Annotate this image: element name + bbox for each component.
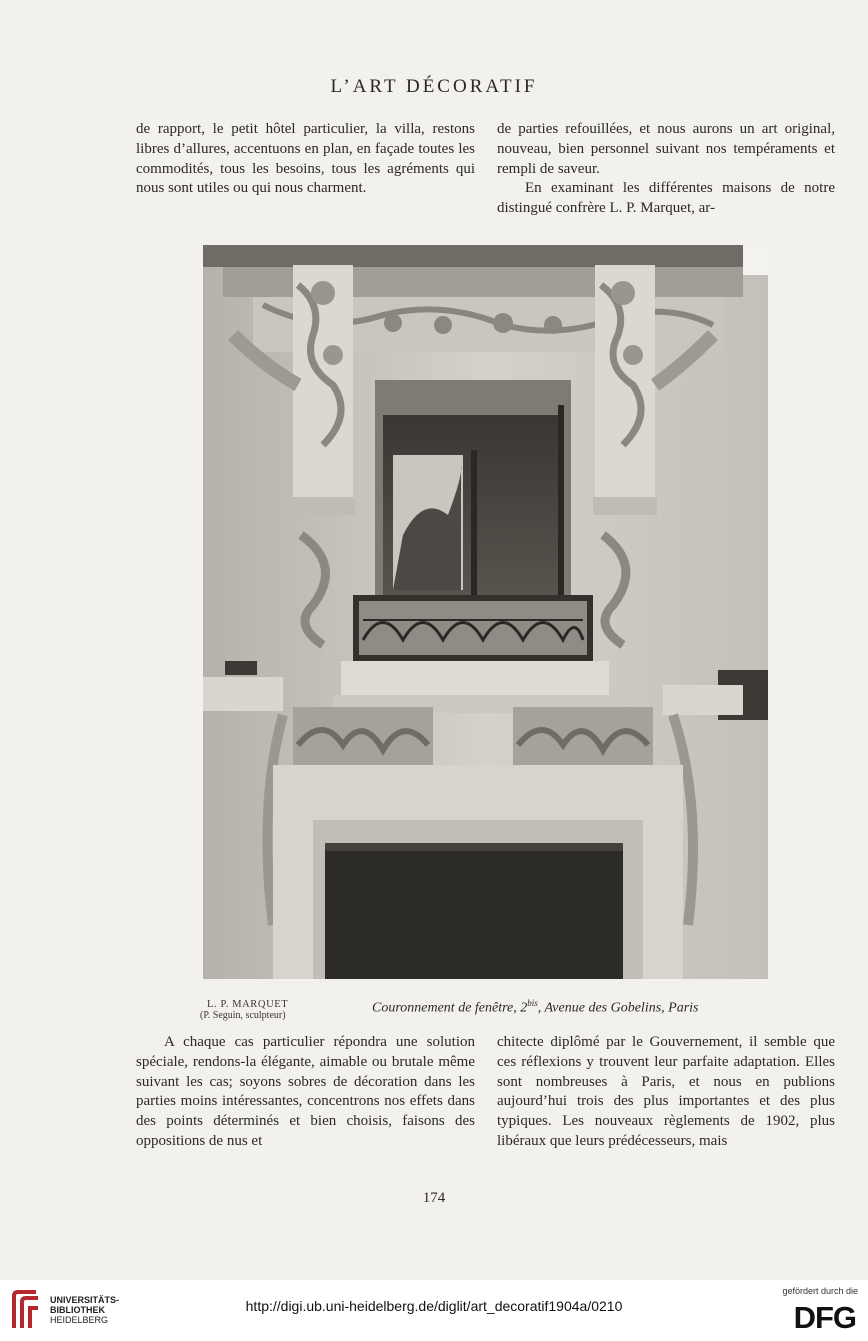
paragraph: de rapport, le petit hôtel particulier, la villa, restons libres d’allures, accentuons en plan, en façade toutes les commodités, tous les besoins, tous les agréments qui nous sont utiles ou qui nous charment. (136, 121, 475, 197)
sculptor-credit: (P. Seguin, sculpteur) (200, 1010, 286, 1021)
funding-note: gefördert durch die (782, 1286, 858, 1296)
caption-main: Couronnement de fenêtre, 2 (372, 1000, 528, 1016)
figure-caption (372, 998, 699, 1017)
caption-rest: , Avenue des Gobelins, Paris (537, 1000, 699, 1016)
bottom-left-column (136, 1033, 475, 1152)
caption-superscript: bis (527, 998, 538, 1008)
running-title: L’ART DÉCORATIF (330, 76, 538, 97)
library-line: UNIVERSITÄTS- (50, 1295, 120, 1305)
paragraph: chitecte diplômé par le Gouvernement, il semble que ces réflexions y trouvent leur parfaite adaptation. Elles sont nombreuses à Paris, et nous en publions aujourd’hui trois des plus importantes et des plus typiques. Les nouveaux règlements de 1902, plus libéraux que leurs prédécesseurs, mais (497, 1034, 835, 1149)
bottom-right-column (497, 1033, 835, 1152)
dfg-logo: DFG (793, 1300, 856, 1335)
viewer-footer (0, 1280, 868, 1341)
architect-credit: L. P. MARQUET (207, 999, 289, 1010)
library-line: BIBLIOTHEK (50, 1305, 105, 1315)
top-left-column (136, 120, 475, 199)
top-right-column (497, 120, 835, 219)
facade-photograph (203, 245, 768, 979)
library-line: HEIDELBERG (50, 1315, 109, 1325)
paragraph: de parties refouillées, et nous aurons un art original, nouveau, bien personnel suivant nos tempéraments et rempli de saveur. (497, 121, 835, 177)
photo-credit (200, 999, 288, 1021)
paragraph: En examinant les différentes maisons de notre distingué confrère L. P. Marquet, ar- (497, 180, 835, 217)
page-number: 174 (422, 1190, 446, 1206)
paragraph: A chaque cas particulier répondra une solution spéciale, rendons-la élégante, aimable ou brutale même suivant les cas; soyons sobres de décoration dans les parties moins intéressantes, concentrons nos effets dans des points déterminés et bien choisis, faisons des oppositions de nus et (136, 1034, 475, 1149)
permalink-url[interactable]: http://digi.ub.uni-heidelberg.de/diglit/art_decoratif1904a/0210 (245, 1298, 623, 1314)
